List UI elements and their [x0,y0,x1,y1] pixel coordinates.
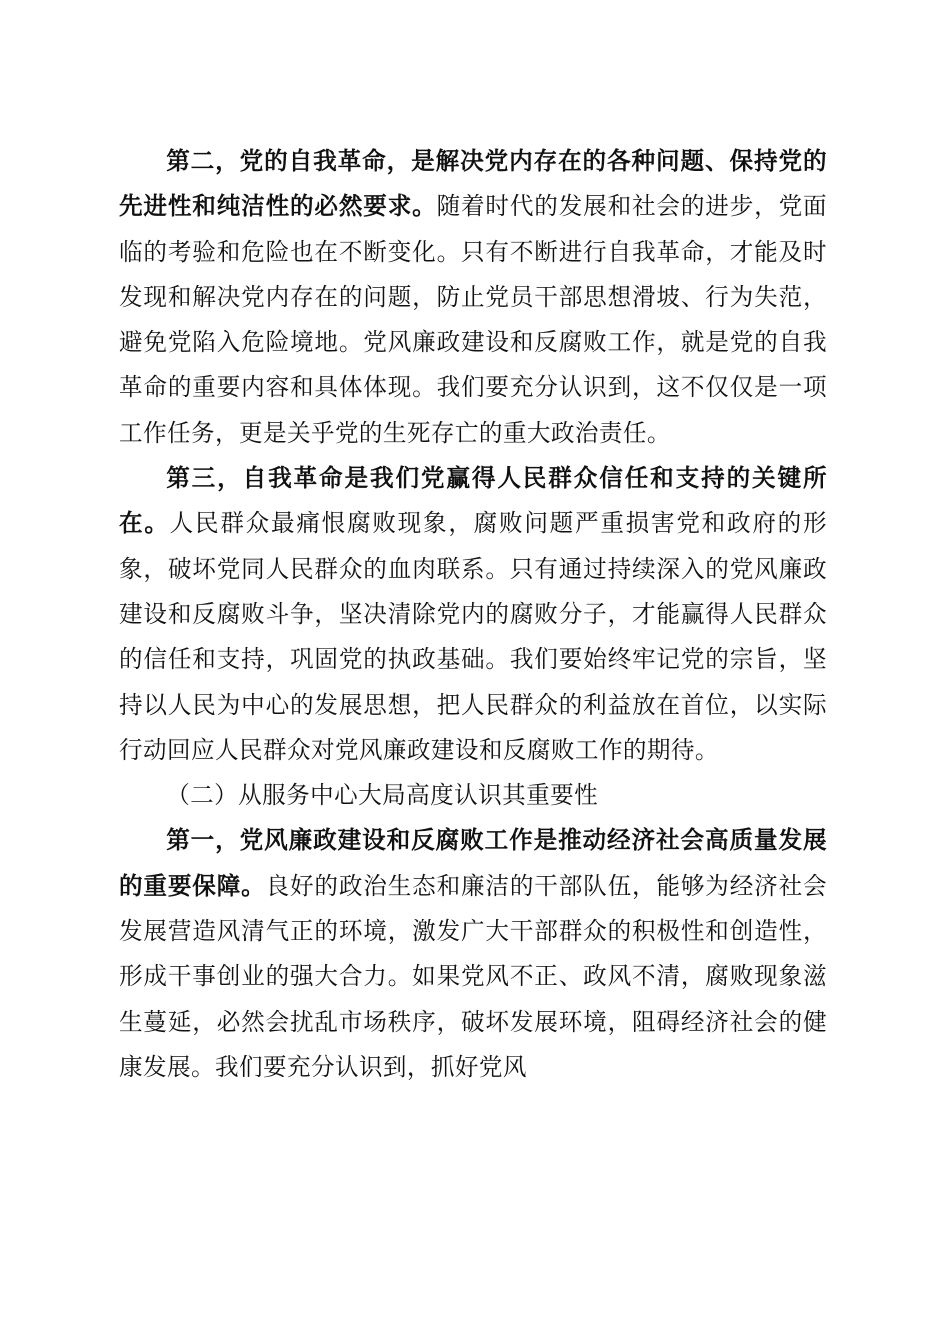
document-body [119,139,827,1090]
paragraph-third-lead: 第三，自我革命是我们党赢得人民群众信任和支持的关键所在。 [119,464,827,538]
paragraph-third-body: 人民群众最痛恨腐败现象，腐败问题严重损害党和政府的形象，破坏党同人民群众的血肉联系。只有通过持续深入的党风廉政建设和反腐败斗争，坚决清除党内的腐败分子，才能赢得人民群众的信任和支持，巩固党的执政基础。我们要始终牢记党的宗旨，坚持以人民为中心的发展思想，把人民群众的利益放在首位，以实际行动回应人民群众对党风廉政建设和反腐败工作的期待。 [119,509,827,764]
paragraph-third [119,456,827,773]
paragraph-first-lead: 第一，党风廉政建设和反腐败工作是推动经济社会高质量发展的重要保障。 [119,826,827,900]
paragraph-second-lead: 第二，党的自我革命，是解决党内存在的各种问题、保持党的先进性和纯洁性的必然要求。 [119,147,827,221]
paragraph-first-body: 良好的政治生态和廉洁的干部队伍，能够为经济社会发展营造风清气正的环境，激发广大干部群众的积极性和创造性，形成干事创业的强大合力。如果党风不正、政风不清，腐败现象滋生蔓延，必然会扰乱市场秩序，破坏发展环境，阻碍经济社会的健康发展。我们要充分认识到，抓好党风 [119,871,827,1081]
paragraph-second [119,139,827,456]
paragraph-second-body: 随着时代的发展和社会的进步，党面临的考验和危险也在不断变化。只有不断进行自我革命，才能及时发现和解决党内存在的问题，防止党员干部思想滑坡、行为失范，避免党陷入危险境地。党风廉政建设和反腐败工作，就是党的自我革命的重要内容和具体体现。我们要充分认识到，这不仅仅是一项工作任务，更是关乎党的生死存亡的重大政治责任。 [119,192,827,447]
section-heading: （二）从服务中心大局高度认识其重要性 [166,781,599,810]
paragraph-first [119,818,827,1090]
